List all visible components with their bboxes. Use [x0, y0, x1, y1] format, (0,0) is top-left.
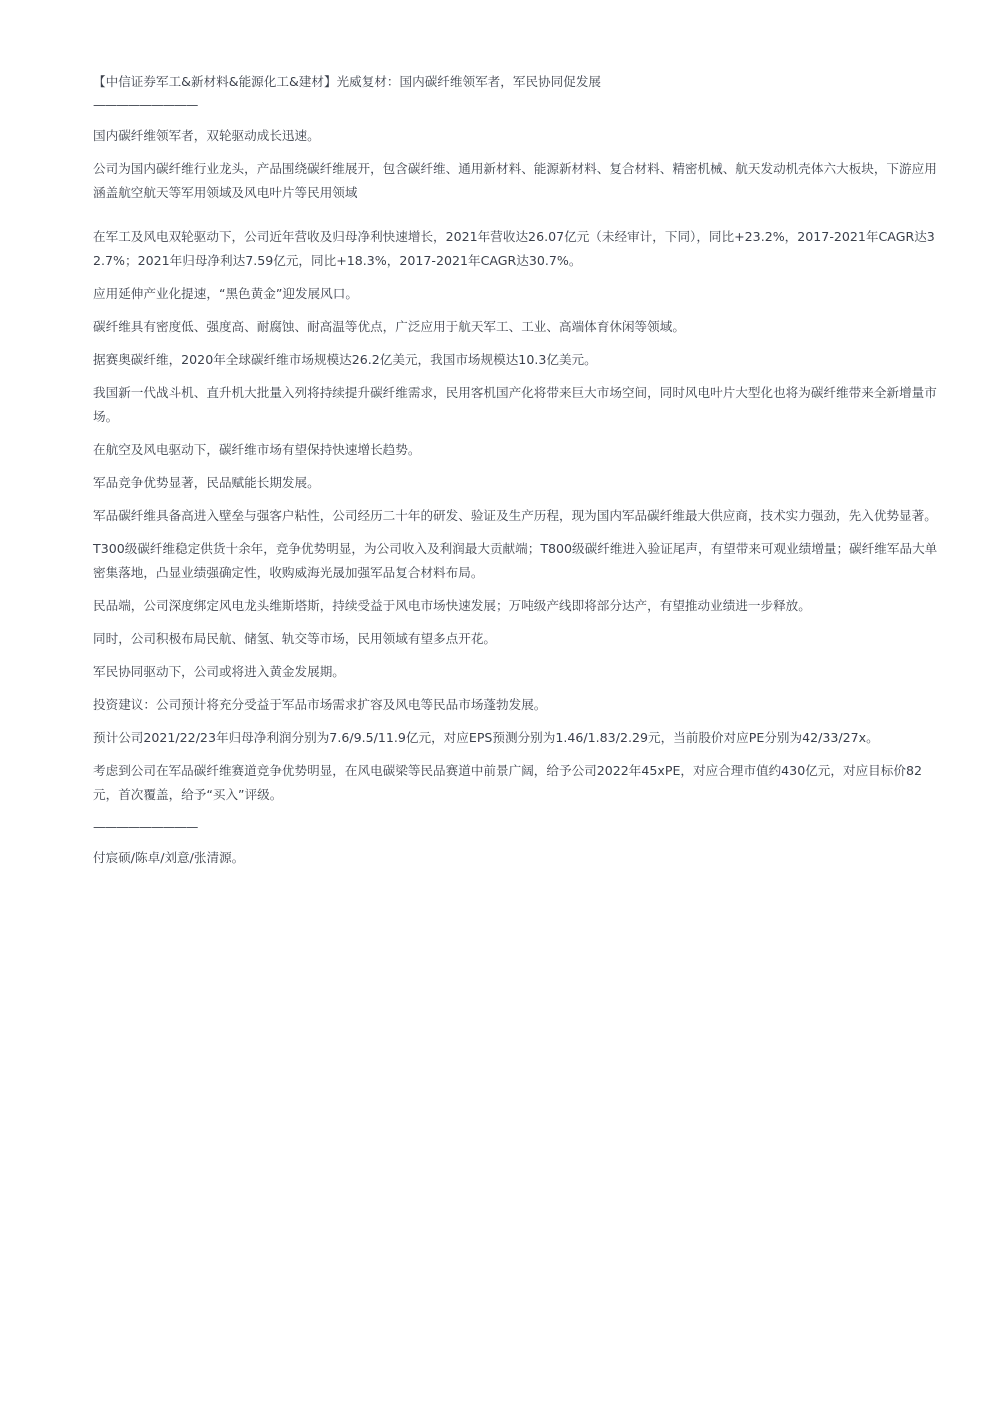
- paragraph: 应用延伸产业化提速，“黑色黄金”迎发展风口。: [93, 286, 358, 301]
- paragraph: 考虑到公司在军品碳纤维赛道竞争优势明显，在风电碳梁等民品赛道中前景广阔，给予公司2022年45xPE，对应合理市值约430亿元，对应目标价82元，首次覆盖，给予“买入”评级。: [93, 763, 922, 802]
- paragraph: 国内碳纤维领军者，双轮驱动成长迅速。: [93, 128, 320, 143]
- paragraph: 军民协同驱动下，公司或将进入黄金发展期。: [93, 664, 345, 679]
- paragraph: 据赛奥碳纤维，2020年全球碳纤维市场规模达26.2亿美元，我国市场规模达10.3亿美元。: [93, 352, 597, 367]
- paragraph: 军品竞争优势显著，民品赋能长期发展。: [93, 475, 320, 490]
- divider-bottom: —————————: [93, 819, 198, 834]
- paragraph: T300级碳纤维稳定供货十余年，竞争优势明显，为公司收入及利润最大贡献端；T800级碳纤维进入验证尾声，有望带来可观业绩增量；碳纤维军品大单密集落地，凸显业绩强确定性，收购威海光晟加强军品复合材料布局。: [93, 541, 938, 580]
- paragraph: 公司为国内碳纤维行业龙头，产品围绕碳纤维展开，包含碳纤维、通用新材料、能源新材料、复合材料、精密机械、航天发动机壳体六大板块，下游应用涵盖航空航天等军用领域及风电叶片等民用领域: [93, 161, 937, 200]
- paragraph: 同时，公司积极布局民航、储氢、轨交等市场，民用领域有望多点开花。: [93, 631, 496, 646]
- paragraph: 军品碳纤维具备高进入壁垒与强客户粘性，公司经历二十年的研发、验证及生产历程，现为国内军品碳纤维最大供应商，技术实力强劲，先入优势显著。: [93, 508, 937, 523]
- authors: 付宸硕/陈卓/刘意/张清源。: [93, 850, 245, 865]
- divider-top: —————————: [93, 97, 198, 112]
- paragraph: 我国新一代战斗机、直升机大批量入列将持续提升碳纤维需求，民用客机国产化将带来巨大市场空间，同时风电叶片大型化也将为碳纤维带来全新增量市场。: [93, 385, 937, 424]
- paragraph: 碳纤维具有密度低、强度高、耐腐蚀、耐高温等优点，广泛应用于航天军工、工业、高端体育休闲等领域。: [93, 319, 685, 334]
- document-title: 【中信证券军工&新材料&能源化工&建材】光威复材：国内碳纤维领军者，军民协同促发展: [93, 74, 602, 89]
- paragraph: 在军工及风电双轮驱动下，公司近年营收及归母净利快速增长，2021年营收达26.07亿元（未经审计，下同），同比+23.2%，2017-2021年CAGR达32.7%；2021年归母净利达7.59亿元，同比+18.3%，2017-2021年CAGR达30.7%。: [93, 229, 935, 268]
- paragraph: 预计公司2021/22/23年归母净利润分别为7.6/9.5/11.9亿元，对应EPS预测分别为1.46/1.83/2.29元，当前股价对应PE分别为42/33/27x。: [93, 730, 879, 745]
- paragraph: 民品端，公司深度绑定风电龙头维斯塔斯，持续受益于风电市场快速发展；万吨级产线即将部分达产，有望推动业绩进一步释放。: [93, 598, 811, 613]
- document-page: [93, 70, 945, 879]
- paragraph: 投资建议：公司预计将充分受益于军品市场需求扩容及风电等民品市场蓬勃发展。: [93, 697, 547, 712]
- paragraph: 在航空及风电驱动下，碳纤维市场有望保持快速增长趋势。: [93, 442, 421, 457]
